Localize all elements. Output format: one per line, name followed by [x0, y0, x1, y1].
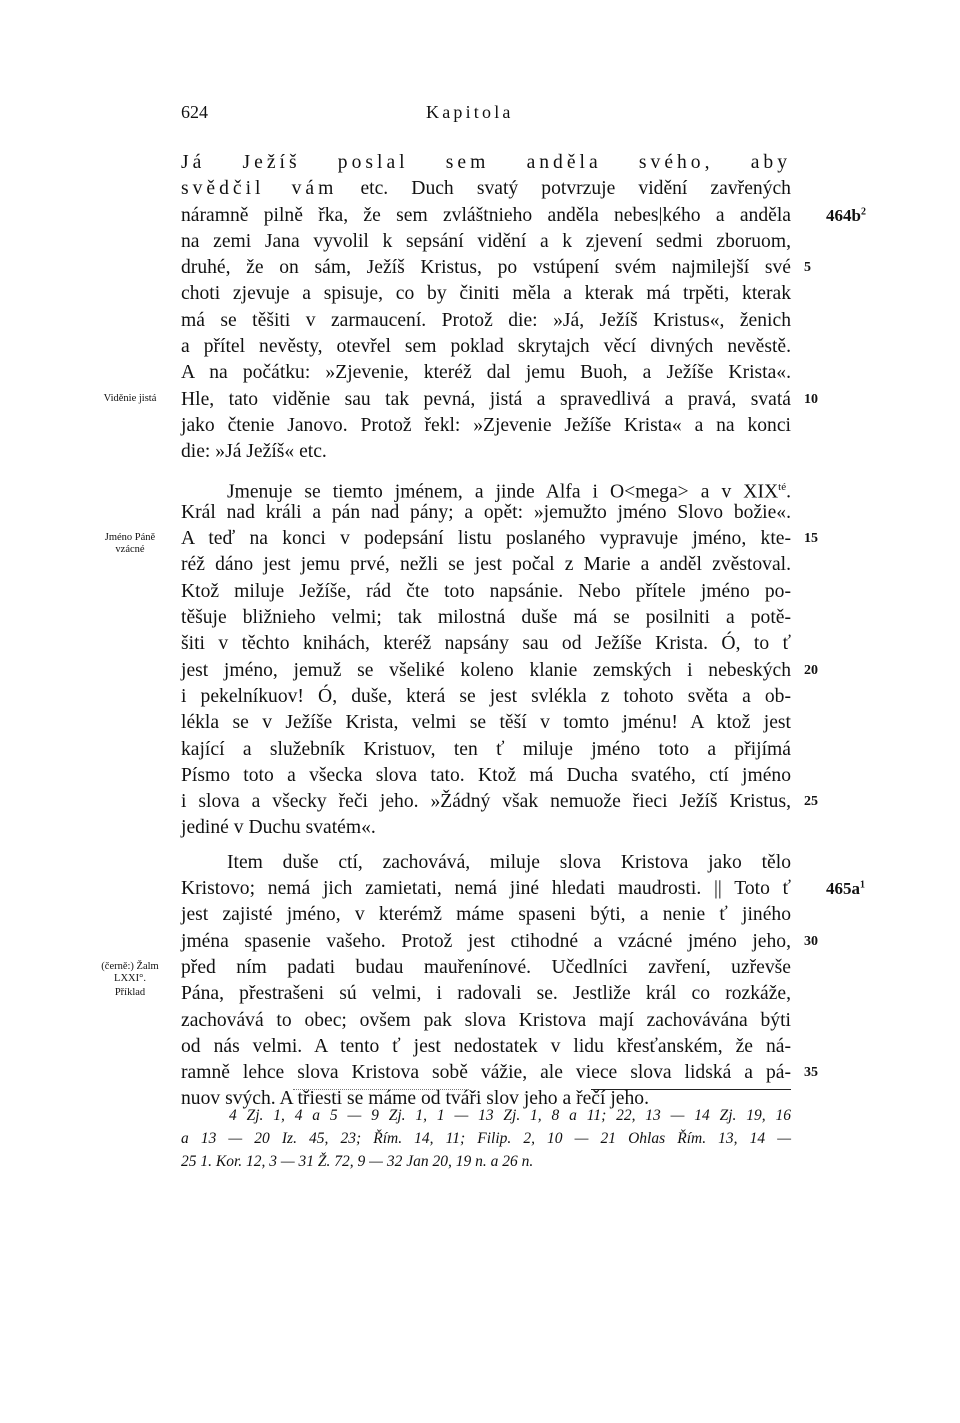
paragraph-gap	[181, 466, 791, 474]
text-line	[181, 981, 791, 1007]
line-text: před ním padati budau mauřenínové. Učedlníci zavření, uzřevše	[181, 956, 791, 978]
text-line	[181, 526, 791, 552]
text-line	[181, 308, 791, 334]
apparatus-rules	[181, 1087, 791, 1093]
line-text: i slova a všecky řeči jeho. »Žádný však nemuože řieci Ježíš Kristus,	[181, 791, 791, 813]
text-line	[181, 815, 791, 841]
text-line	[181, 500, 791, 526]
line-number: 15	[804, 531, 818, 547]
line-text: Hle, tato viděnie sau tak pevná, jistá a spravedlivá a pravá, svatá	[181, 388, 791, 410]
text-line	[181, 255, 791, 281]
text-line	[181, 176, 791, 202]
marginal-note	[82, 393, 178, 405]
marginal-note-line: Příklad	[114, 987, 146, 999]
marginal-note	[82, 961, 178, 985]
folio-label: 465a	[826, 879, 860, 899]
line-text: ramně lehce slova Kristova sobě vážie, ale viece slova lidská a pá-	[181, 1062, 791, 1084]
text-line	[181, 789, 791, 815]
line-text: réž dáno jest jemu prvé, nežli se jest počal z Marie a anděl zvěstoval.	[181, 554, 791, 576]
line-text: A na počátku: »Zjevenie, kteréž dal jemu Buoh, a Ježíše Krista«.	[181, 362, 791, 384]
text-line	[181, 605, 791, 631]
line-text: jediné v Duchu svatém«.	[181, 817, 376, 839]
line-text: i pekelníkuov! Ó, duše, která se jest svlékla z tohoto světa a ob-	[181, 685, 791, 707]
line-text: kající a služebník Kristuov, ten ť miluje jméno toto a přijímá	[181, 738, 791, 760]
line-text: od nás velmi. A tento ť jest nedostatek v lidu křesťanském, že ná-	[181, 1035, 791, 1057]
line-text: Písmo toto a všecka slova tato. Ktož má Ducha svatého, ctí jméno	[181, 764, 791, 786]
line-text: etc. Duch svatý potvrzuje vidění zavřených	[337, 178, 791, 200]
folio-reference	[826, 879, 865, 899]
text-line	[181, 203, 791, 229]
line-text: a přítel nevěsty, otevřel sem poklad skrytajch věcí divných nevěstě.	[181, 336, 791, 358]
line-text: zachovává to obec; ovšem pak slova Kristova mají zachovávána býti	[181, 1009, 791, 1031]
text-line	[181, 150, 791, 176]
superscript: té	[778, 480, 787, 493]
line-number: 20	[804, 662, 818, 678]
text-line	[181, 1060, 791, 1086]
marginal-note	[82, 532, 178, 556]
line-text: druhé, že on sám, Ježíš Kristus, po vstúpení svém najmilejší své	[181, 257, 791, 279]
folio-reference	[826, 206, 866, 226]
folio-superscript: 1	[860, 879, 865, 891]
text-line	[181, 229, 791, 255]
text-line	[181, 737, 791, 763]
line-text: Jmenuje se tiemto jménem, a jinde Alfa i O<mega> a v XIX	[227, 481, 779, 503]
line-text: die: »Já Ježíš« etc.	[181, 441, 327, 463]
text-line	[181, 631, 791, 657]
line-text: nuov svých. A třiesti se máme od tváři slov jeho a řečí jeho.	[181, 1088, 649, 1110]
line-text: jako čtenie Janovo. Protož řekl: »Zjevenie Ježíše Krista« a na konci	[181, 414, 791, 436]
text-line	[181, 658, 791, 684]
line-text: Pána, přestrašeni sú velmi, i radovali se. Jestliže král co rozkáže,	[181, 983, 791, 1005]
text-line	[181, 1008, 791, 1034]
line-text: jest zajisté jméno, v kterémž máme spaseni býti, a nenie ť jiného	[181, 904, 791, 926]
line-text: choti zjevuje a spisuje, co by činiti měla a kterak má trpěti, kterak	[181, 283, 791, 305]
line-text: šiti v těchto knihách, kteréž napsány sau od Ježíše Krista. Ó, to ť	[181, 633, 791, 655]
folio-superscript: 2	[860, 205, 866, 217]
page-number: 624	[181, 102, 208, 122]
line-text: jest jméno, jemuž se všeliké koleno klanie zemských i nebeských	[181, 659, 791, 681]
line-text: má se těšiti v zarmaucení. Protož die: »Já, Ježíš Kristus«, ženich	[181, 309, 791, 331]
text-line	[181, 439, 791, 465]
text-line	[181, 360, 791, 386]
marginal-note-line: Viděnie jistá	[103, 392, 157, 404]
apparatus-line: a 13 — 20 Iz. 45, 23; Řím. 14, 11; Filip. 2, 10 — 21 Ohlas Řím. 13, 14 —	[181, 1130, 791, 1147]
text-line	[181, 902, 791, 928]
running-head: Kapitola	[426, 102, 514, 122]
text-line	[181, 387, 791, 413]
text-line	[181, 684, 791, 710]
text-line	[181, 763, 791, 789]
marginal-note-line: Jméno Páně	[104, 532, 156, 544]
text-line	[181, 474, 791, 503]
marginal-note-line: vzácné	[115, 544, 145, 556]
line-text-tail: .	[786, 481, 791, 503]
apparatus-line: 25 1. Kor. 12, 3 — 31 Ž. 72, 9 — 32 Jan 20, 19 n. a 26 n.	[181, 1153, 534, 1170]
dotted-rule	[293, 1089, 469, 1090]
line-text: na zemi Jana vyvolil k sepsání vidění a k zjevení sedmi zboruom,	[181, 230, 791, 252]
line-number: 5	[804, 260, 811, 276]
text-line	[181, 1034, 791, 1060]
critical-apparatus	[181, 1104, 791, 1173]
text-line	[181, 413, 791, 439]
line-number: 10	[804, 391, 818, 407]
text-line	[181, 552, 791, 578]
marginal-note-line: LXXI°.	[114, 973, 146, 984]
marginal-note	[82, 987, 178, 999]
line-number: 35	[804, 1065, 818, 1081]
text-line	[181, 955, 791, 981]
spaced-text: Já Ježíš poslal sem anděla svého, aby	[181, 152, 791, 173]
marginal-note-line: (černě:) Žalm	[101, 961, 159, 972]
body-text	[181, 150, 791, 1113]
text-line	[181, 876, 791, 902]
solid-rule	[591, 1089, 791, 1090]
line-text: Kristovo; nemá jich zamietati, nemá jiné hledati maudrosti. || Toto ť	[181, 878, 791, 900]
line-text: Ktož miluje Ježíše, rád čte toto napsánie. Nebo přítele jméno po-	[181, 580, 791, 602]
text-line	[181, 334, 791, 360]
text-line	[181, 850, 791, 876]
paragraph-gap	[181, 842, 791, 850]
text-line	[181, 929, 791, 955]
line-text: jména spasenie vašeho. Protož jest ctihodné a vzácné jméno jeho,	[181, 930, 791, 952]
line-text: Item duše ctí, zachovává, miluje slova Kristova jako tělo	[227, 851, 791, 873]
folio-label: 464b	[826, 205, 861, 225]
apparatus-line: 4 Zj. 1, 4 a 5 — 9 Zj. 1, 1 — 13 Zj. 1, 8 a 11; 22, 13 — 14 Zj. 19, 16	[229, 1107, 791, 1124]
text-line	[181, 710, 791, 736]
line-text: Král nad králi a pán nad pány; a opět: »jemužto jméno Slovo božie«.	[181, 501, 791, 523]
line-text: A teď na konci v podepsání listu poslaného vypravuje jméno, kte-	[181, 528, 791, 550]
line-number: 25	[804, 794, 818, 810]
line-text: náramně pilně řka, že sem zvláštnieho anděla nebes|kého a anděla	[181, 204, 791, 226]
text-line	[181, 579, 791, 605]
spaced-text: svědčil vám	[181, 178, 338, 200]
line-number: 30	[804, 933, 818, 949]
line-text: lékla se v Ježíše Krista, velmi se těší v tomto jménu! A ktož jest	[181, 712, 791, 734]
line-text: těšuje bližnieho velmi; tak milostná duše má se posilniti a potě-	[181, 607, 791, 629]
text-line	[181, 281, 791, 307]
